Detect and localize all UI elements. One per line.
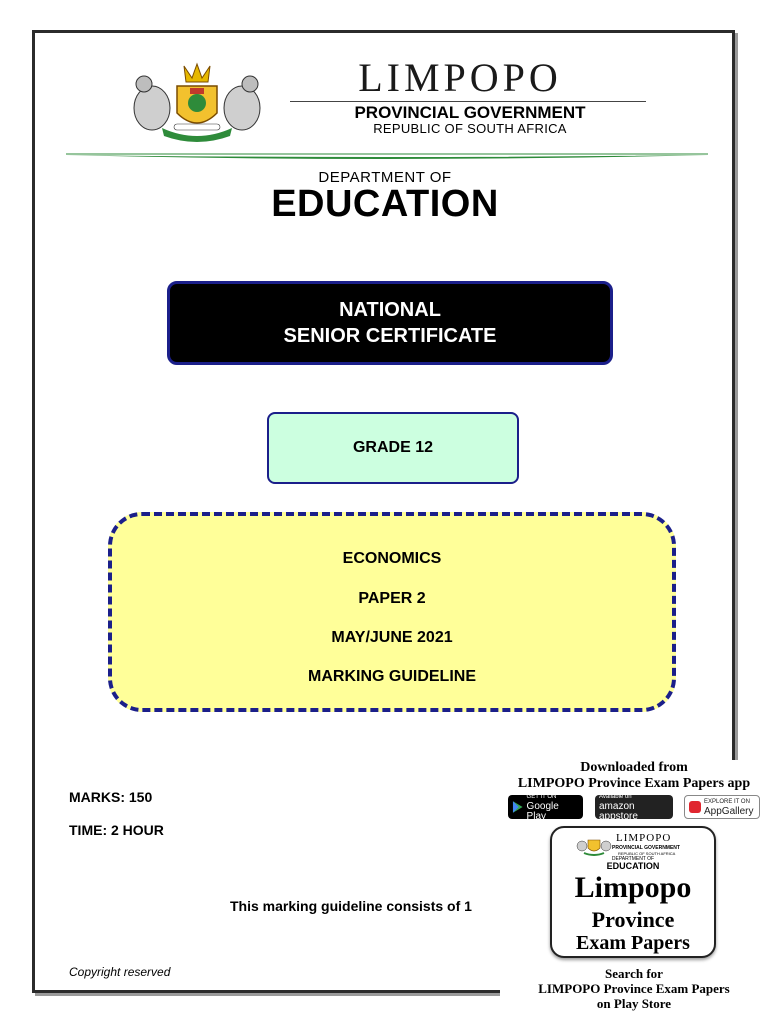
document-type: MARKING GUIDELINE [308,668,476,685]
card-title-exam-papers: Exam Papers [576,932,690,954]
certificate-box [167,281,613,365]
ad-footer-line-2: LIMPOPO Province Exam Papers [538,981,730,996]
country-name: REPUBLIC OF SOUTH AFRICA [373,121,567,136]
grade-label: GRADE 12 [352,439,434,456]
marks-label: MARKS: 150 [69,789,153,805]
card-country: REPUBLIC OF SOUTH AFRICA [618,851,676,856]
certificate-line-2: SENIOR CERTIFICATE [283,325,497,347]
time-label: TIME: 2 HOUR [69,822,164,838]
card-department-of: DEPARTMENT OF [611,856,655,862]
google-play-small-label: GET IT ON [526,794,557,800]
appgallery-label: AppGallery [704,806,754,817]
google-play-icon [512,800,524,814]
card-title-province: Province [591,907,675,932]
appgallery-button[interactable] [684,795,760,819]
paper-number: PAPER 2 [358,590,426,607]
brand-divider [290,101,646,102]
app-download-ad[interactable] [500,760,768,1024]
ad-title-line-2: LIMPOPO Province Exam Papers app [517,776,751,791]
subject-name: ECONOMICS [342,550,442,567]
google-play-button[interactable] [508,794,583,822]
government-name: PROVINCIAL GOVERNMENT [354,103,586,122]
ad-title-line-1: Downloaded from [580,760,688,775]
card-government: PROVINCIAL GOVERNMENT [612,845,680,851]
exam-session: MAY/JUNE 2021 [331,629,453,646]
department-of-label: DEPARTMENT OF [318,169,452,186]
amazon-small-label: Available on [599,794,632,800]
ad-footer-line-1: Search for [605,966,663,981]
amazon-appstore-button[interactable] [595,794,673,822]
subject-box [108,512,676,712]
huawei-icon [689,801,701,813]
certificate-line-1: NATIONAL [339,299,441,321]
mini-coat-of-arms-logo [576,834,612,856]
card-brand: LIMPOPO [616,832,672,844]
brand-name: LIMPOPO [358,55,562,100]
department-title: EDUCATION [271,183,499,225]
green-swoosh-divider [66,150,708,164]
card-department: EDUCATION [606,861,660,871]
grade-box [267,412,519,484]
app-logo-card [550,826,716,958]
google-play-label: Google Play [526,801,559,822]
ad-footer-line-3: on Play Store [596,996,672,1011]
appgallery-small-label: EXPLORE IT ON [704,799,750,805]
copyright-note: Copyright reserved [69,965,171,979]
card-title-limpopo: Limpopo [574,871,692,904]
amazon-label: amazon appstore [599,801,638,822]
page-count-note: This marking guideline consists of 1 [230,898,472,914]
coat-of-arms-logo [122,58,272,142]
